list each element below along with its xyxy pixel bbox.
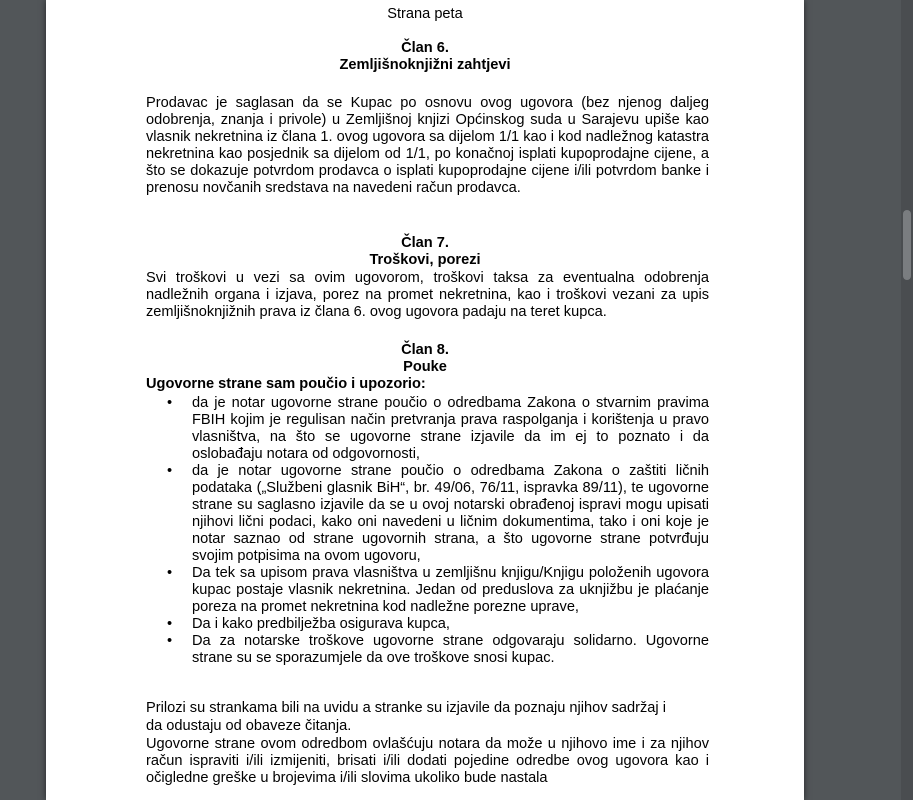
- list-item: • Da tek sa upisom prava vlasništva u zemljišnu knjigu/Knjigu položenih ugovora kupac postaje vlasnik nekretnina. Jedan od preduslova za uknjižbu je plaćanje poreza na promet nekretnina kod nadležne porezne uprave,: [146, 565, 709, 616]
- article-7-number: Član 7.: [401, 235, 449, 251]
- list-item: • da je notar ugovorne strane poučio o odredbama Zakona o zaštiti ličnih podataka („Službeni glasnik BiH“, br. 49/06, 76/11, ispravka 89/11), te ugovorne strane su saglasno izjavile da se u ovoj notarski obrađenoj ispravi mogu upisati njihovi lični podaci, kako oni navedeni u ličnim dokumentima, tako i oni koje je notar saznao od strane ugovornih strana, a što ugovorne strane potvrđuju svojim potpisima na ovom ugovoru,: [146, 463, 709, 565]
- article-8-intro: Ugovorne strane sam poučio i upozorio:: [146, 376, 426, 392]
- closing-paragraph-1-line-2: da odustaju od obaveze čitanja.: [146, 718, 352, 734]
- list-item: • Da za notarske troškove ugovorne strane odgovaraju solidarno. Ugovorne strane su se sporazumjele da ove troškove snosi kupac.: [146, 633, 709, 667]
- article-6-title: Zemljišnoknjižni zahtjevi: [339, 57, 511, 73]
- scrollbar-thumb[interactable]: [903, 210, 911, 280]
- article-8-title: Pouke: [403, 359, 447, 375]
- list-item: • da je notar ugovorne strane poučio o odredbama Zakona o stvarnim pravima FBIH kojim je regulisan način pretvranja prava raspolganja i korištenja u pravo vlasništva, na što se ugovorne strane izjavile da im ej to poznato i da oslobađaju notara od odgovornosti,: [146, 395, 709, 463]
- article-6-number: Član 6.: [401, 40, 449, 56]
- list-item: • Da i kako predbilježba osigurava kupca,: [146, 616, 709, 633]
- vertical-scrollbar[interactable]: [901, 0, 913, 800]
- article-8-bullet-list: [146, 395, 709, 667]
- closing-paragraph-2: Ugovorne strane ovom odredbom ovlašćuju notara da može u njihovo ime i za njihov račun ispraviti i/ili izmijeniti, brisati i/ili dodati pojedine odredbe ovog ugovora kao i očigledne greške u brojevima i/ili slovima ukoliko bude nastala: [146, 736, 709, 786]
- article-8-number: Član 8.: [401, 342, 449, 358]
- page-header: Strana peta: [387, 6, 463, 22]
- document-page: [46, 0, 804, 800]
- article-7-title: Troškovi, porezi: [369, 252, 481, 268]
- article-7-paragraph: Svi troškovi u vezi sa ovim ugovorom, troškovi taksa za eventualna odobrenja nadležnih organa i izjava, porez na promet nekretnina, kao i troškovi vezani za upis zemljišnoknjižnih prava iz člana 6. ovog ugovora padaju na teret kupca.: [146, 270, 709, 320]
- article-6-paragraph: Prodavac je saglasan da se Kupac po osnovu ovog ugovora (bez njenog daljeg odobrenja, znanja i privole) u Zemljišnoj knjizi Općinskog suda u Sarajevu upiše kao vlasnik nekretnina iz člana 1. ovog ugovora sa dijelom 1/1 kao i kod nadležnog katastra nekretnina kao posjednik sa dijelom od 1/1, po konačnoj isplati kupoprodajne cijene, a što se dokazuje potvrdom prodavca o isplati kupoprodajne cijene i/ili potvrdom banke i prenosu novčanih sredstava na navedeni račun prodavca.: [146, 95, 710, 196]
- closing-paragraph-1-line-1: Prilozi su strankama bili na uvidu a stranke su izjavile da poznaju njihov sadržaj i: [146, 700, 666, 716]
